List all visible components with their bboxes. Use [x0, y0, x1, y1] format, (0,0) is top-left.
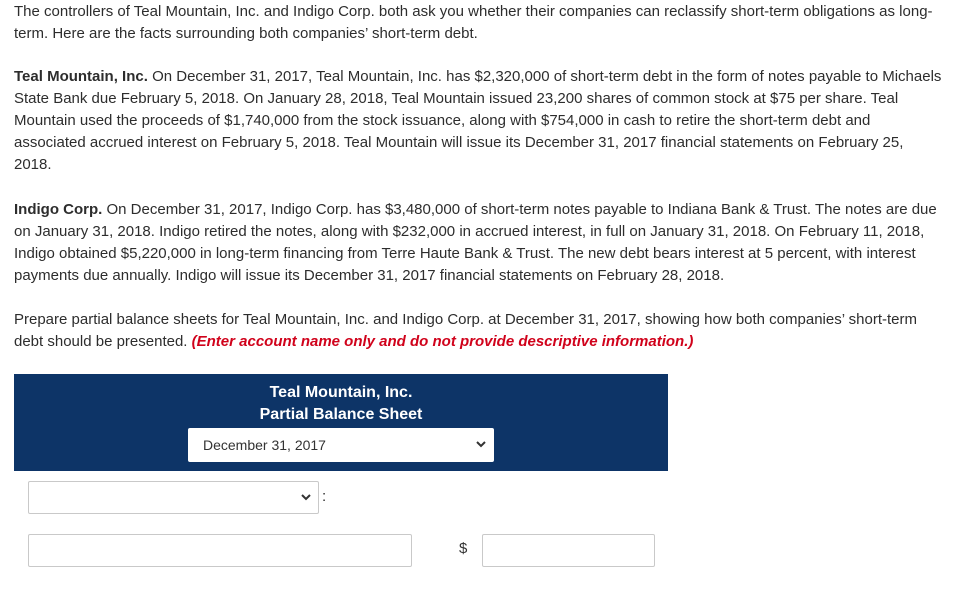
dollar-sign: $ [459, 540, 468, 557]
instructions-text: Prepare partial balance sheets for Teal Mountain, Inc. and Indigo Corp. at December 31, 2017, showing how both companies’ short-term debt should be presented. [14, 311, 918, 350]
sheet-company-name: Teal Mountain, Inc. [269, 384, 413, 401]
instructions-note: (Enter account name only and do not provide descriptive information.) [191, 333, 694, 350]
teal-facts-text: On December 31, 2017, Teal Mountain, Inc. has $2,320,000 of short-term debt in the form of notes payable to Michaels State Bank due February 5, 2018. On January 28, 2018, Teal Mountain issued 23,200 shares of common stock at $75 per share. Teal Mountain used the proceeds of $1,740,000 from the stock issuance, along with $754,000 in cash to retire the short-term debt and associated accrued interest on February 5, 2018. Teal Mountain will issue its December 31, 2017 financial statements on February 25, 2018. [14, 68, 942, 173]
teal-paragraph [14, 66, 944, 176]
instructions-paragraph [14, 309, 944, 353]
chevron-down-icon [475, 434, 487, 457]
teal-company-label: Teal Mountain, Inc. [14, 68, 148, 85]
account-name-input[interactable] [28, 534, 412, 567]
chevron-down-icon [300, 487, 312, 510]
date-dropdown-value: December 31, 2017 [203, 437, 326, 453]
indigo-paragraph [14, 199, 944, 287]
date-dropdown[interactable] [188, 428, 494, 462]
colon-separator: : [322, 488, 327, 505]
indigo-facts-text: On December 31, 2017, Indigo Corp. has $3,480,000 of short-term notes payable to Indiana Bank & Trust. The notes are due on January 31, 2018. Indigo retired the notes, along with $232,000 in accrued interest, in full on January 31, 2018. On February 11, 2018, Indigo obtained $5,220,000 in long-term financing from Terre Haute Bank & Trust. The new debt bears interest at 5 percent, with interest payments due annually. Indigo will issue its December 31, 2017 financial statements on February 28, 2018. [14, 201, 937, 284]
sheet-title: Partial Balance Sheet [259, 406, 423, 423]
intro-paragraph: The controllers of Teal Mountain, Inc. and Indigo Corp. both ask you whether their companies can reclassify short-term obligations as long-term. Here are the facts surrounding both companies’ short-term debt. [14, 3, 933, 42]
account-dropdown[interactable] [28, 481, 319, 514]
amount-input[interactable] [482, 534, 655, 567]
indigo-company-label: Indigo Corp. [14, 201, 103, 218]
